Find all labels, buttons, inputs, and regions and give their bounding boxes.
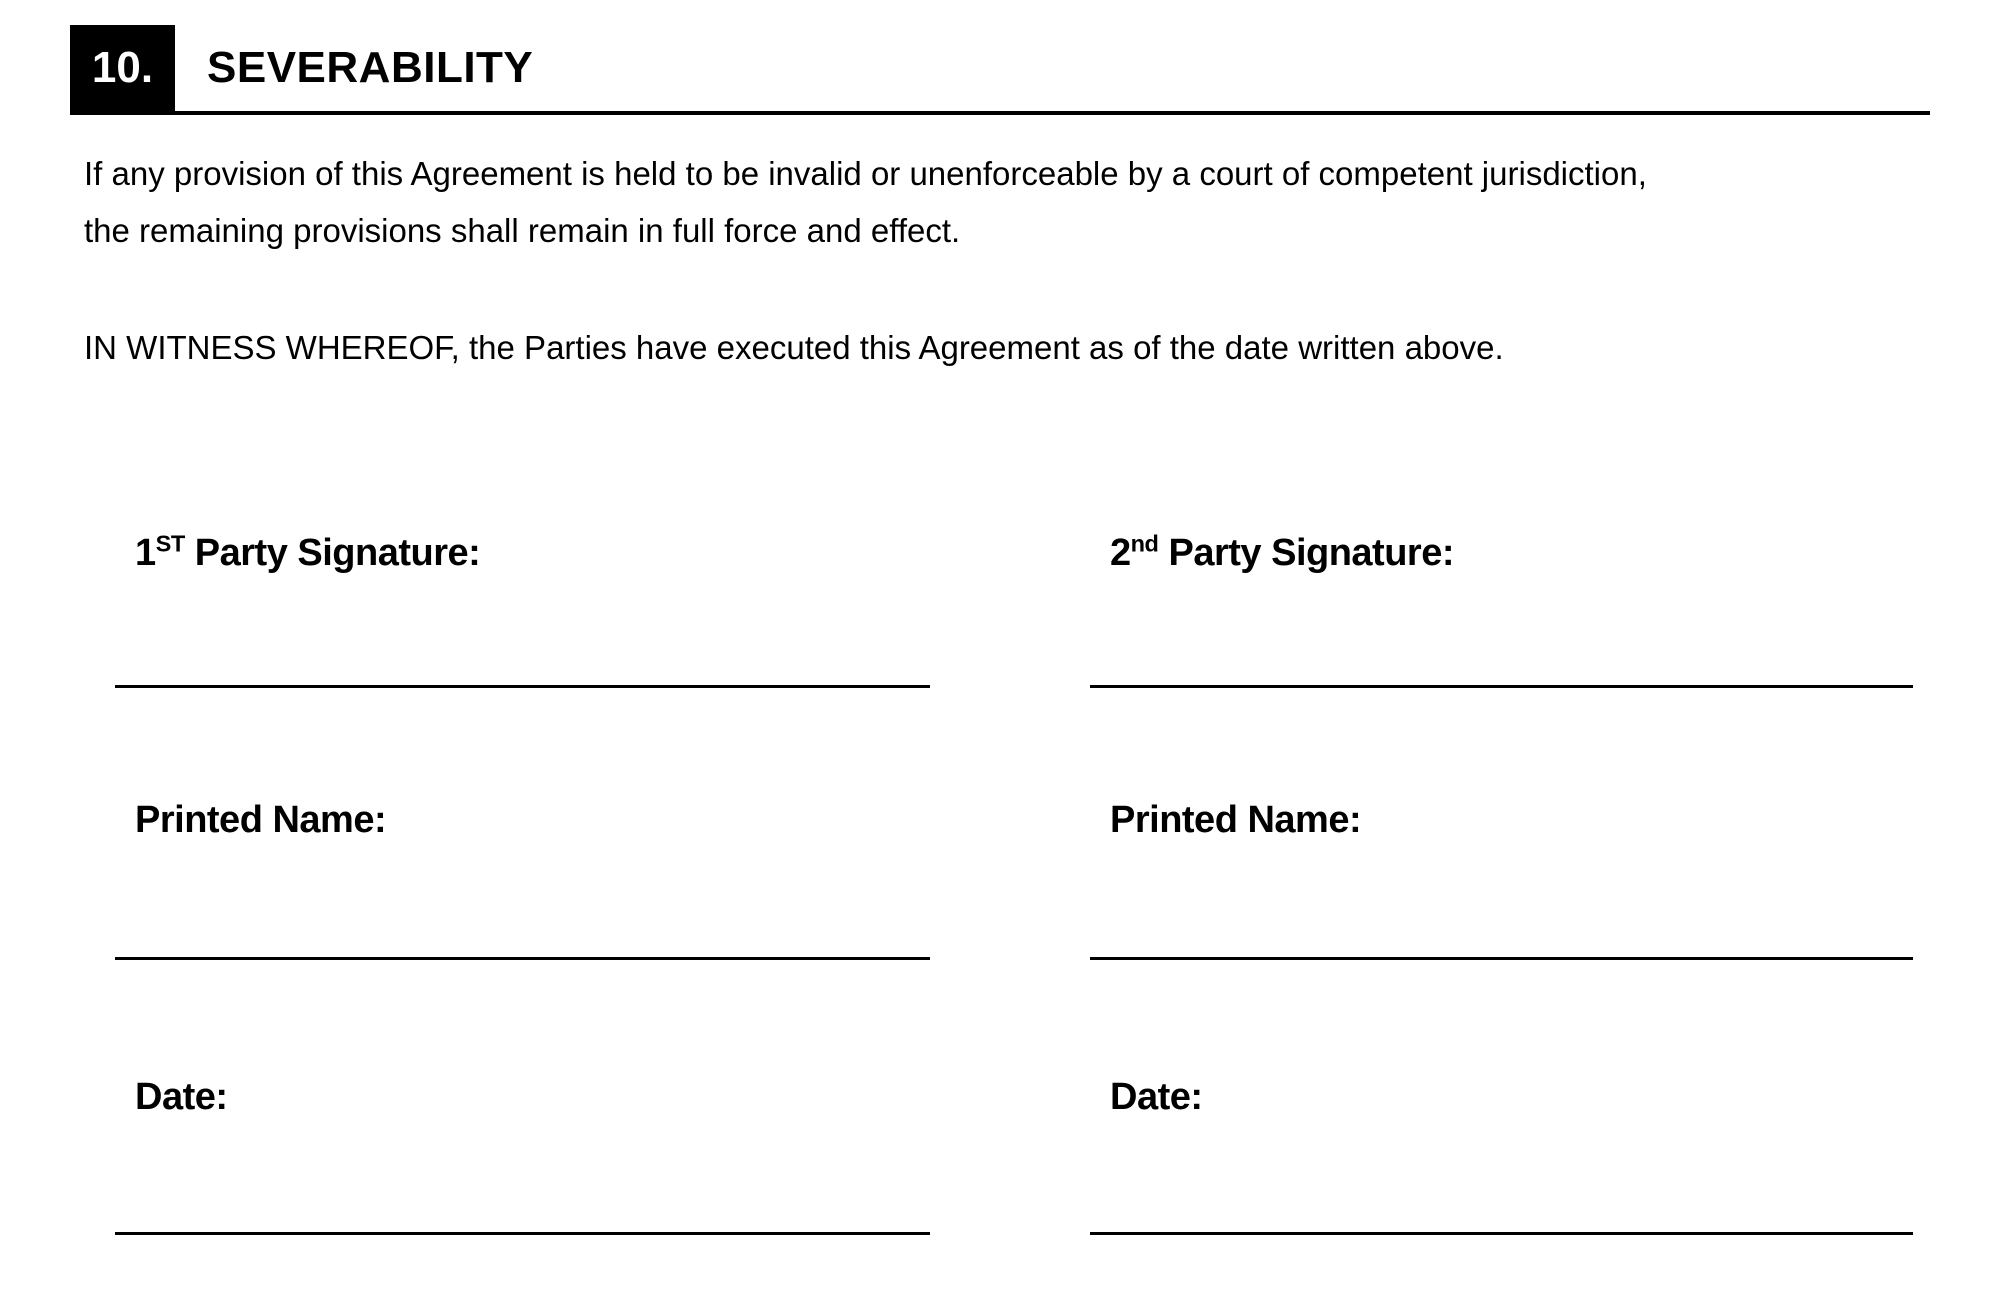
party-label-text: Party Signature: — [184, 532, 481, 574]
signature-section — [0, 531, 2000, 1235]
first-party-column — [115, 531, 930, 1235]
first-party-signature-line[interactable] — [115, 685, 930, 688]
second-party-signature-line[interactable] — [1090, 685, 1913, 688]
party-number: 1 — [135, 532, 156, 574]
second-party-printed-name-line[interactable] — [1090, 957, 1913, 960]
section-header — [70, 25, 1930, 115]
witness-paragraph — [84, 319, 1910, 376]
first-party-printed-name-label: Printed Name: — [135, 799, 387, 841]
second-party-date-label: Date: — [1110, 1076, 1203, 1118]
first-party-printed-name-line[interactable] — [115, 957, 930, 960]
second-party-signature-label — [1090, 531, 1913, 575]
second-party-column — [1090, 531, 1913, 1235]
section-title: SEVERABILITY — [207, 43, 534, 92]
party-number: 2 — [1110, 532, 1131, 574]
first-party-date-line[interactable] — [115, 1232, 930, 1235]
paragraph-line: IN WITNESS WHEREOF, the Parties have executed this Agreement as of the date written above. — [84, 329, 1504, 366]
party-label-text: Party Signature: — [1158, 532, 1454, 574]
paragraph-line: If any provision of this Agreement is held to be invalid or unenforceable by a court of competent jurisdiction, — [84, 155, 1647, 192]
severability-paragraph — [84, 145, 1910, 259]
party-ordinal-suffix: ST — [155, 530, 185, 557]
first-party-date-label: Date: — [135, 1076, 228, 1118]
document-body — [84, 145, 1910, 376]
second-party-printed-name-label: Printed Name: — [1110, 799, 1362, 841]
first-party-signature-label — [115, 531, 930, 575]
party-ordinal-suffix: nd — [1130, 530, 1159, 557]
second-party-date-line[interactable] — [1090, 1232, 1913, 1235]
section-number-badge: 10. — [70, 25, 175, 111]
paragraph-line: the remaining provisions shall remain in full force and effect. — [84, 212, 961, 249]
